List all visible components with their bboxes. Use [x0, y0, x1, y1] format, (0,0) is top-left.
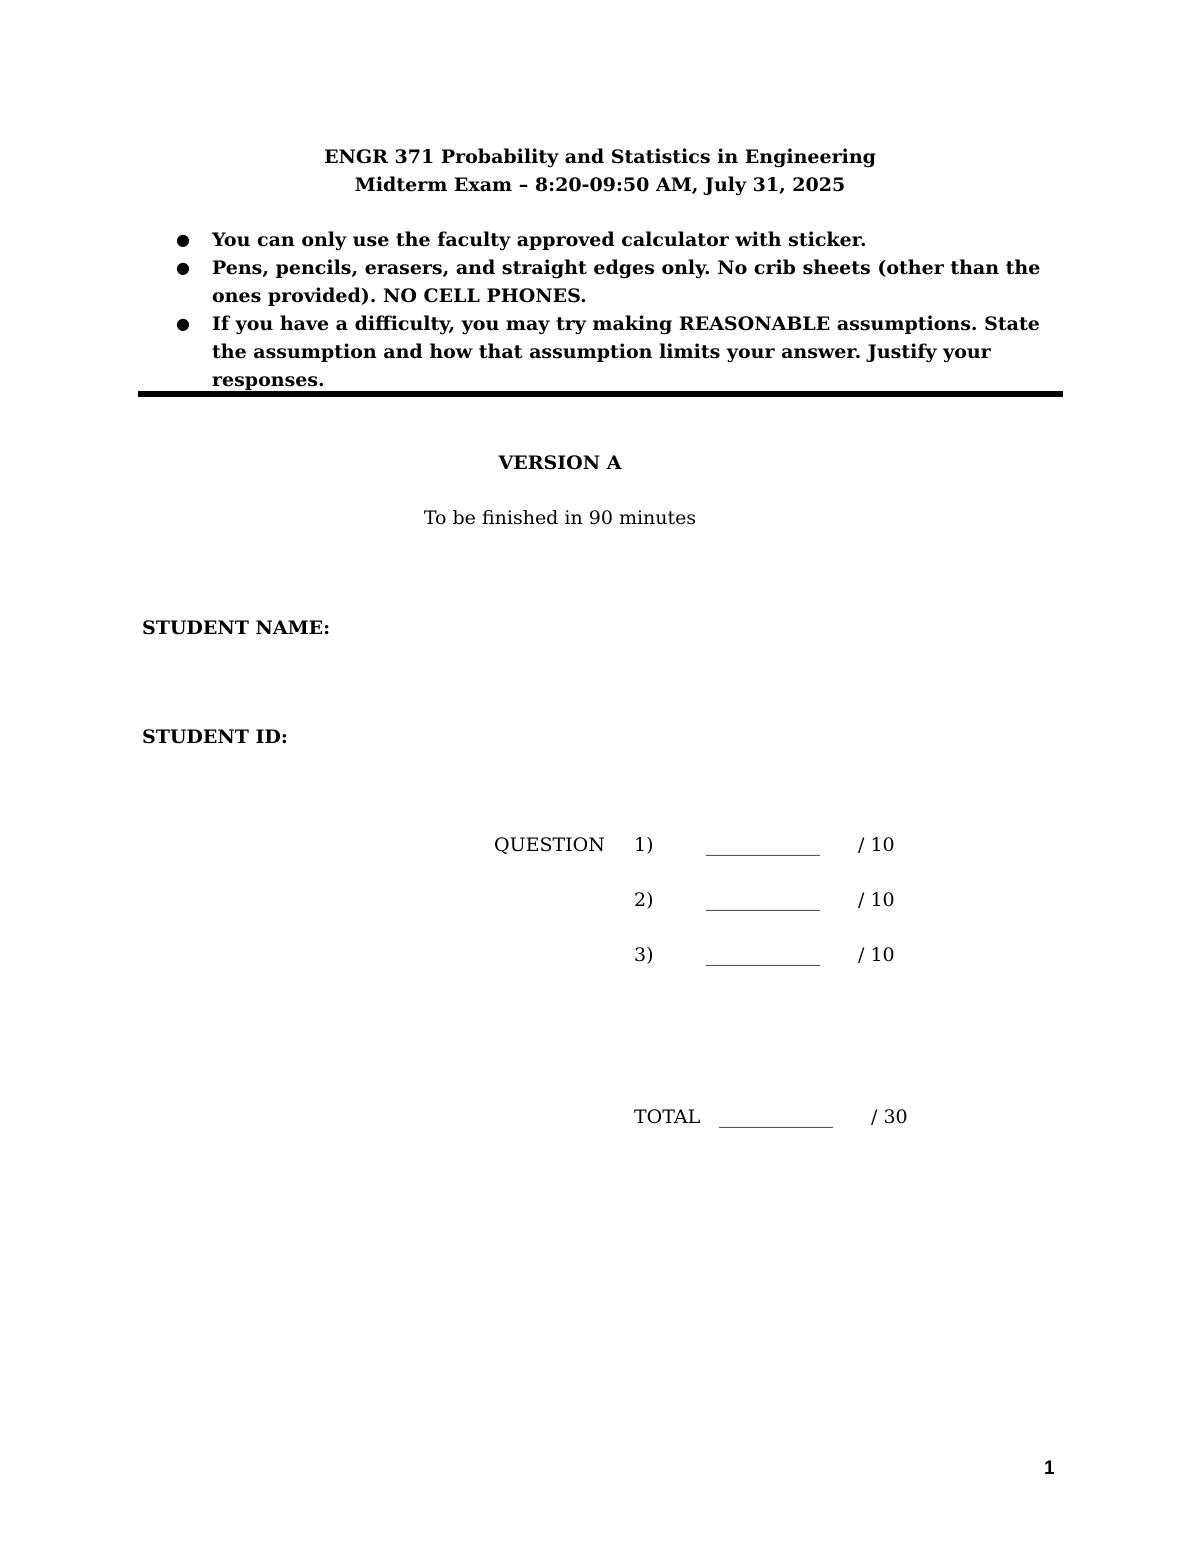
score-blank: ____________ [706, 889, 820, 911]
rule-text: Pens, pencils, erasers, and straight edges only. No crib sheets (other than the ones provided). NO CELL PHONES. [212, 257, 1041, 307]
total-label: TOTAL [634, 1106, 701, 1128]
page-number: 1 [1044, 1458, 1055, 1479]
rule-text: If you have a difficulty, you may try making REASONABLE assumptions. State the assumption and how that assumption limits your answer. Justify your responses. [212, 313, 1040, 391]
version-label: VERSION A [498, 452, 622, 474]
rule-item [172, 254, 1072, 310]
student-name-label: STUDENT NAME: [142, 617, 331, 639]
score-max: / 10 [858, 889, 895, 911]
total-blank: ____________ [719, 1106, 833, 1128]
exam-subtitle: Midterm Exam – 8:20-09:50 AM, July 31, 2025 [354, 174, 846, 196]
question-number: 1) [634, 834, 654, 856]
rules-list [172, 226, 1072, 394]
score-blank: ____________ [706, 944, 820, 966]
score-max: / 10 [858, 944, 895, 966]
total-max: / 30 [871, 1106, 908, 1128]
score-max: / 10 [858, 834, 895, 856]
divider [138, 391, 1063, 397]
bullet-icon: ● [176, 314, 190, 333]
course-title: ENGR 371 Probability and Statistics in Engineering [324, 146, 876, 168]
score-blank: ____________ [706, 834, 820, 856]
question-number: 3) [634, 944, 654, 966]
exam-header [0, 143, 1200, 199]
bullet-icon: ● [176, 258, 190, 277]
rule-item [172, 226, 1072, 254]
question-label: QUESTION [494, 834, 605, 856]
duration-text: To be finished in 90 minutes [423, 507, 697, 529]
rule-item [172, 310, 1072, 394]
student-id-label: STUDENT ID: [142, 726, 288, 748]
bullet-icon: ● [176, 230, 190, 249]
question-number: 2) [634, 889, 654, 911]
rule-text: You can only use the faculty approved calculator with sticker. [212, 229, 867, 251]
